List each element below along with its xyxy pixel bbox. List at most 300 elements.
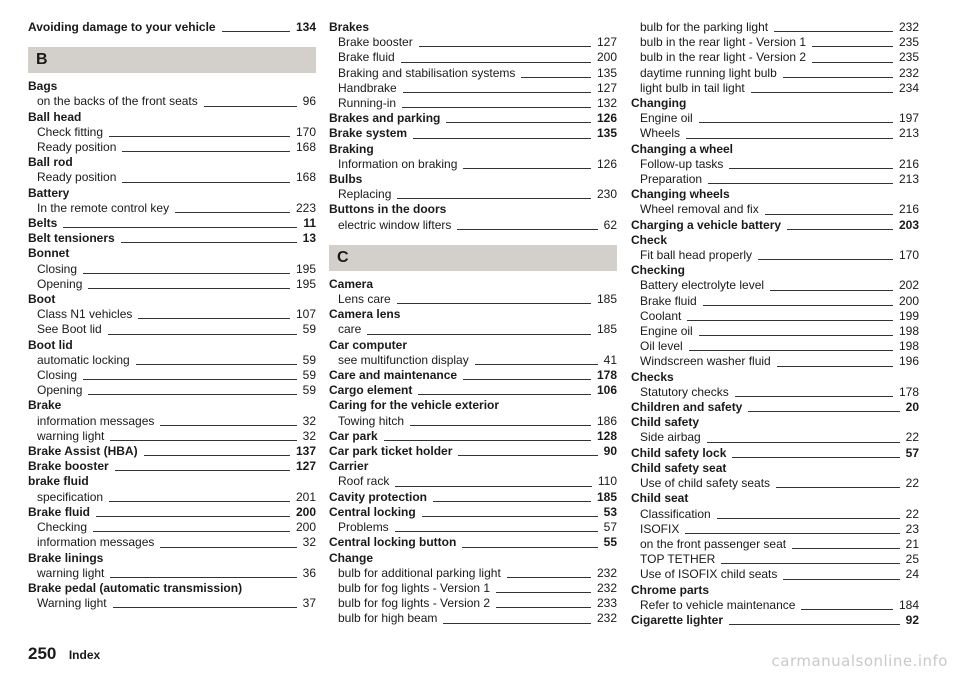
index-entry[interactable] xyxy=(329,505,617,520)
index-subentry[interactable] xyxy=(329,187,617,202)
leader-line xyxy=(160,425,296,426)
page-footer xyxy=(28,644,100,664)
leader-line xyxy=(708,183,893,184)
entry-term: bulb for fog lights - Version 1 xyxy=(338,580,491,595)
entry-term: Brake Assist (HBA) xyxy=(28,444,138,459)
entry-term: on the backs of the front seats xyxy=(37,94,198,109)
page-reference[interactable]: 201 xyxy=(295,489,316,504)
leader-line xyxy=(699,335,893,336)
page-reference[interactable]: 107 xyxy=(295,307,316,322)
index-subentry[interactable] xyxy=(329,566,617,581)
page-reference[interactable]: 127 xyxy=(295,459,316,474)
page-reference[interactable]: 198 xyxy=(898,339,919,354)
leader-line xyxy=(703,305,893,306)
page-reference[interactable]: 184 xyxy=(898,597,919,612)
index-subentry[interactable] xyxy=(28,535,316,550)
leader-line xyxy=(395,486,592,487)
entry-term: Cigarette lighter xyxy=(631,612,724,627)
entry-term: Coolant xyxy=(640,308,682,323)
index-group-heading: Buttons in the doors xyxy=(329,202,447,217)
page-reference[interactable]: 195 xyxy=(295,276,316,291)
index-group-heading: Battery xyxy=(28,185,70,200)
index-subentry[interactable] xyxy=(329,414,617,429)
index-group-heading: Car computer xyxy=(329,337,408,352)
index-subentry[interactable] xyxy=(28,368,316,383)
watermark: carmanualsonline.info xyxy=(771,652,948,670)
leader-line xyxy=(787,229,893,230)
index-subentry[interactable] xyxy=(329,35,617,50)
index-entry[interactable] xyxy=(631,218,919,233)
entry-term: Brake booster xyxy=(28,459,109,474)
page-reference[interactable]: 223 xyxy=(295,200,316,215)
index-entry[interactable] xyxy=(28,505,316,520)
page-reference[interactable]: 216 xyxy=(898,202,919,217)
page-reference[interactable]: 59 xyxy=(302,322,316,337)
entry-term: See Boot lid xyxy=(37,322,102,337)
index-subentry[interactable] xyxy=(631,278,919,293)
page-reference[interactable]: 234 xyxy=(898,80,919,95)
entry-term: Fit ball head properly xyxy=(640,248,753,263)
index-subentry[interactable] xyxy=(631,35,919,50)
index-group-heading: Chrome parts xyxy=(631,582,710,597)
entry-term: Warning light xyxy=(37,596,107,611)
page-reference[interactable]: 53 xyxy=(603,504,617,519)
index-subentry[interactable] xyxy=(28,201,316,216)
page-reference[interactable]: 128 xyxy=(596,428,617,443)
leader-line xyxy=(113,607,297,608)
leader-line xyxy=(204,106,297,107)
index-subentry[interactable] xyxy=(631,430,919,445)
index-subentry[interactable] xyxy=(631,172,919,187)
index-subentry[interactable] xyxy=(631,20,919,35)
page-reference[interactable]: 23 xyxy=(905,521,919,536)
index-entry[interactable] xyxy=(28,444,316,459)
page-reference[interactable]: 32 xyxy=(302,428,316,443)
index-group-heading: Bags xyxy=(28,79,58,94)
page-reference[interactable]: 235 xyxy=(898,35,919,50)
page-reference[interactable]: 132 xyxy=(596,96,617,111)
page-reference[interactable]: 25 xyxy=(905,552,919,567)
leader-line xyxy=(402,107,591,108)
entry-term: Use of child safety seats xyxy=(640,476,771,491)
page-reference[interactable]: 11 xyxy=(303,216,316,231)
leader-line xyxy=(108,334,297,335)
index-entry[interactable] xyxy=(28,20,316,35)
page-reference[interactable]: 198 xyxy=(898,324,919,339)
leader-line xyxy=(801,609,893,610)
index-subentry[interactable] xyxy=(631,354,919,369)
index-subentry[interactable] xyxy=(329,292,617,307)
page-reference[interactable]: 13 xyxy=(302,231,316,246)
index-subentry[interactable] xyxy=(28,429,316,444)
index-subentry[interactable] xyxy=(28,353,316,368)
leader-line xyxy=(732,457,899,458)
index-subentry[interactable] xyxy=(631,50,919,65)
entry-term: Children and safety xyxy=(631,400,743,415)
page-reference[interactable]: 233 xyxy=(596,596,617,611)
leader-line xyxy=(136,364,297,365)
leader-line xyxy=(758,259,893,260)
entry-term: information messages xyxy=(37,535,155,550)
index-column-2 xyxy=(329,20,617,627)
index-group-heading: Bonnet xyxy=(28,246,70,261)
page-reference[interactable]: 213 xyxy=(898,126,919,141)
index-subentry[interactable] xyxy=(329,50,617,65)
page-reference[interactable]: 134 xyxy=(295,20,316,34)
index-subentry[interactable] xyxy=(28,566,316,581)
leader-line xyxy=(122,182,290,183)
leader-line xyxy=(410,425,591,426)
page-reference[interactable]: 22 xyxy=(905,476,919,491)
leader-line xyxy=(812,62,893,63)
leader-line xyxy=(433,501,591,502)
entry-term: Lens care xyxy=(338,292,391,307)
index-subentry[interactable] xyxy=(631,248,919,263)
index-subentry[interactable] xyxy=(28,140,316,155)
index-subentry[interactable] xyxy=(28,94,316,109)
page-reference[interactable]: 168 xyxy=(295,170,316,185)
page-reference[interactable]: 178 xyxy=(898,384,919,399)
index-subentry[interactable] xyxy=(329,96,617,111)
index-subentry[interactable] xyxy=(329,596,617,611)
entry-term: Brakes and parking xyxy=(329,111,441,126)
page-reference[interactable]: 232 xyxy=(898,20,919,34)
leader-line xyxy=(110,440,296,441)
index-subentry[interactable] xyxy=(329,611,617,626)
leader-line xyxy=(367,334,591,335)
entry-term: Checking xyxy=(37,520,88,535)
page-reference[interactable]: 170 xyxy=(295,124,316,139)
index-entry[interactable] xyxy=(631,446,919,461)
page-reference[interactable]: 195 xyxy=(295,261,316,276)
index-entry[interactable] xyxy=(329,383,617,398)
page-reference[interactable]: 96 xyxy=(302,94,316,109)
page-reference[interactable]: 110 xyxy=(597,474,617,489)
index-subentry[interactable] xyxy=(631,598,919,613)
entry-term: electric window lifters xyxy=(338,217,452,232)
index-subentry[interactable] xyxy=(631,552,919,567)
page-reference[interactable]: 232 xyxy=(596,611,617,626)
page-reference[interactable]: 186 xyxy=(596,413,617,428)
index-subentry[interactable] xyxy=(631,476,919,491)
index-subentry[interactable] xyxy=(28,262,316,277)
page-reference[interactable]: 196 xyxy=(898,354,919,369)
entry-term: Brake fluid xyxy=(28,504,91,519)
entry-term: Brake booster xyxy=(338,35,413,50)
page-reference[interactable]: 137 xyxy=(295,444,316,459)
entry-term: Braking and stabilisation systems xyxy=(338,65,516,80)
entry-term: Car park xyxy=(329,428,378,443)
leader-line xyxy=(729,168,893,169)
entry-term: Handbrake xyxy=(338,80,397,95)
index-group-heading: Checking xyxy=(631,263,686,278)
index-subentry[interactable] xyxy=(631,537,919,552)
index-subentry[interactable] xyxy=(329,520,617,535)
page-reference[interactable]: 200 xyxy=(596,50,617,65)
entry-term: Wheels xyxy=(640,126,681,141)
index-entry[interactable] xyxy=(631,400,919,415)
index-subentry[interactable] xyxy=(28,383,316,398)
index-subentry[interactable] xyxy=(631,202,919,217)
entry-term: Roof rack xyxy=(338,474,390,489)
index-subentry[interactable] xyxy=(631,294,919,309)
page-reference[interactable]: 55 xyxy=(603,535,617,550)
leader-line xyxy=(699,122,893,123)
page-reference[interactable]: 232 xyxy=(596,565,617,580)
page-reference[interactable]: 92 xyxy=(905,612,919,627)
index-subentry[interactable] xyxy=(329,218,617,233)
page-reference[interactable]: 200 xyxy=(295,520,316,535)
index-group-heading: brake fluid xyxy=(28,474,89,489)
entry-term: information messages xyxy=(37,413,155,428)
index-subentry[interactable] xyxy=(28,596,316,611)
index-subentry[interactable] xyxy=(329,157,617,172)
index-subentry[interactable] xyxy=(631,81,919,96)
page-reference[interactable]: 213 xyxy=(898,172,919,187)
leader-line xyxy=(783,77,893,78)
page-reference[interactable]: 232 xyxy=(898,65,919,80)
index-group-heading: Brakes xyxy=(329,20,370,34)
index-subentry[interactable] xyxy=(28,322,316,337)
leader-line xyxy=(687,320,893,321)
index-subentry[interactable] xyxy=(631,309,919,324)
entry-term: see multifunction display xyxy=(338,352,469,367)
index-subentry[interactable] xyxy=(28,490,316,505)
page-reference[interactable]: 62 xyxy=(603,217,617,232)
page-reference[interactable]: 185 xyxy=(596,322,617,337)
index-subentry[interactable] xyxy=(631,324,919,339)
entry-term: Refer to vehicle maintenance xyxy=(640,597,796,612)
index-subentry[interactable] xyxy=(631,385,919,400)
entry-term: TOP TETHER xyxy=(640,552,716,567)
index-group-heading: Brake xyxy=(28,398,62,413)
page-reference[interactable]: 20 xyxy=(905,400,919,415)
page-reference[interactable]: 235 xyxy=(898,50,919,65)
entry-term: Opening xyxy=(37,383,83,398)
index-group-heading: Carrier xyxy=(329,459,369,474)
page-reference[interactable]: 170 xyxy=(898,248,919,263)
page-reference[interactable]: 22 xyxy=(905,430,919,445)
leader-line xyxy=(458,455,597,456)
entry-term: Closing xyxy=(37,261,78,276)
index-subentry[interactable] xyxy=(329,66,617,81)
entry-term: Preparation xyxy=(640,172,703,187)
page-reference[interactable]: 24 xyxy=(905,567,919,582)
page-reference[interactable]: 59 xyxy=(302,368,316,383)
index-letter-heading: C xyxy=(329,245,617,271)
leader-line xyxy=(717,518,900,519)
index-entry[interactable] xyxy=(329,429,617,444)
index-subentry[interactable] xyxy=(329,353,617,368)
leader-line xyxy=(735,396,893,397)
page-reference[interactable]: 106 xyxy=(596,383,617,398)
index-subentry[interactable] xyxy=(631,66,919,81)
index-subentry[interactable] xyxy=(631,339,919,354)
entry-term: automatic locking xyxy=(37,352,130,367)
leader-line xyxy=(384,440,591,441)
entry-term: Cargo element xyxy=(329,383,413,398)
leader-line xyxy=(109,136,290,137)
entry-term: Brake system xyxy=(329,126,408,141)
leader-line xyxy=(748,411,899,412)
leader-line xyxy=(121,242,297,243)
leader-line xyxy=(689,350,893,351)
leader-line xyxy=(395,531,598,532)
page-reference[interactable]: 199 xyxy=(898,308,919,323)
page-reference[interactable]: 202 xyxy=(898,278,919,293)
entry-term: Running-in xyxy=(338,96,397,111)
entry-term: Brake fluid xyxy=(640,293,697,308)
index-group-heading: Ball head xyxy=(28,109,82,124)
page-reference[interactable]: 21 xyxy=(905,536,919,551)
entry-term: Charging a vehicle battery xyxy=(631,217,782,232)
index-entry[interactable] xyxy=(329,111,617,126)
entry-term: light bulb in tail light xyxy=(640,80,745,95)
index-subentry[interactable] xyxy=(631,567,919,582)
page-reference[interactable]: 185 xyxy=(596,489,617,504)
index-group-heading: Caring for the vehicle exterior xyxy=(329,398,500,413)
entry-term: warning light xyxy=(37,428,105,443)
page-reference[interactable]: 200 xyxy=(295,504,316,519)
leader-line xyxy=(115,470,290,471)
page-reference[interactable]: 57 xyxy=(905,445,919,460)
index-subentry[interactable] xyxy=(631,522,919,537)
leader-line xyxy=(88,394,296,395)
page-reference[interactable]: 59 xyxy=(302,352,316,367)
leader-line xyxy=(446,122,591,123)
leader-line xyxy=(812,46,893,47)
index-subentry[interactable] xyxy=(631,111,919,126)
page-reference[interactable]: 37 xyxy=(302,596,316,611)
entry-term: ISOFIX xyxy=(640,521,680,536)
leader-line xyxy=(138,318,290,319)
index-entry[interactable] xyxy=(28,459,316,474)
page-reference[interactable]: 232 xyxy=(596,580,617,595)
index-entry[interactable] xyxy=(631,613,919,628)
leader-line xyxy=(496,607,591,608)
page-reference[interactable]: 135 xyxy=(596,65,617,80)
index-entry[interactable] xyxy=(28,231,316,246)
index-subentry[interactable] xyxy=(631,126,919,141)
entry-term: Closing xyxy=(37,368,78,383)
entry-term: bulb for high beam xyxy=(338,611,438,626)
index-subentry[interactable] xyxy=(28,125,316,140)
entry-term: Class N1 vehicles xyxy=(37,307,133,322)
entry-term: Statutory checks xyxy=(640,384,729,399)
page-reference[interactable]: 59 xyxy=(302,383,316,398)
entry-term: daytime running light bulb xyxy=(640,65,777,80)
index-group-heading: Boot lid xyxy=(28,337,73,352)
leader-line xyxy=(707,442,900,443)
page-reference[interactable]: 36 xyxy=(302,565,316,580)
leader-line xyxy=(685,533,899,534)
page-number: 250 xyxy=(28,644,57,663)
leader-line xyxy=(63,227,297,228)
index-group-heading: Child safety seat xyxy=(631,460,727,475)
index-entry[interactable] xyxy=(329,368,617,383)
page-reference[interactable]: 32 xyxy=(302,413,316,428)
index-group-heading: Ball rod xyxy=(28,155,73,170)
page-reference[interactable]: 127 xyxy=(596,35,617,50)
index-entry[interactable] xyxy=(329,126,617,141)
entry-term: Brake fluid xyxy=(338,50,395,65)
entry-term: Ready position xyxy=(37,140,117,155)
page-reference[interactable]: 135 xyxy=(596,126,617,141)
index-group-heading: Change xyxy=(329,550,374,565)
entry-term: Central locking button xyxy=(329,535,457,550)
index-group-heading: Brake pedal (automatic transmission) xyxy=(28,580,243,595)
index-subentry[interactable] xyxy=(28,307,316,322)
leader-line xyxy=(401,62,591,63)
leader-line xyxy=(783,579,899,580)
entry-term: Problems xyxy=(338,520,389,535)
page-reference[interactable]: 168 xyxy=(295,140,316,155)
index-subentry[interactable] xyxy=(329,322,617,337)
index-subentry[interactable] xyxy=(329,474,617,489)
page-reference[interactable]: 32 xyxy=(302,535,316,550)
index-subentry[interactable] xyxy=(631,157,919,172)
index-group-heading: Check xyxy=(631,232,668,247)
entry-term: bulb for fog lights - Version 2 xyxy=(338,596,491,611)
index-subentry[interactable] xyxy=(28,277,316,292)
entry-term: Belt tensioners xyxy=(28,231,115,246)
leader-line xyxy=(475,364,598,365)
index-entry[interactable] xyxy=(329,535,617,550)
index-entry[interactable] xyxy=(329,490,617,505)
index-entry[interactable] xyxy=(28,216,316,231)
leader-line xyxy=(792,548,900,549)
page-reference[interactable]: 41 xyxy=(603,352,617,367)
page-reference[interactable]: 185 xyxy=(596,292,617,307)
leader-line xyxy=(144,455,290,456)
page-reference[interactable]: 127 xyxy=(596,80,617,95)
page-reference[interactable]: 22 xyxy=(905,506,919,521)
index-subentry[interactable] xyxy=(631,507,919,522)
index-subentry[interactable] xyxy=(28,170,316,185)
index-entry[interactable] xyxy=(329,444,617,459)
entry-term: Classification xyxy=(640,506,711,521)
page-reference[interactable]: 230 xyxy=(596,187,617,202)
entry-term: bulb in the rear light - Version 2 xyxy=(640,50,807,65)
index-group-heading: Brake linings xyxy=(28,550,104,565)
entry-term: Windscreen washer fluid xyxy=(640,354,771,369)
index-group-heading: Braking xyxy=(329,141,374,156)
index-group-heading: Changing xyxy=(631,96,687,111)
leader-line xyxy=(776,487,900,488)
page-reference[interactable]: 200 xyxy=(898,293,919,308)
entry-term: Battery electrolyte level xyxy=(640,278,765,293)
page-reference[interactable]: 126 xyxy=(596,156,617,171)
leader-line xyxy=(93,531,290,532)
page-reference[interactable]: 90 xyxy=(603,444,617,459)
index-subentry[interactable] xyxy=(329,81,617,96)
entry-term: Cavity protection xyxy=(329,489,428,504)
leader-line xyxy=(83,379,297,380)
page-reference[interactable]: 126 xyxy=(596,111,617,126)
leader-line xyxy=(413,138,591,139)
entry-term: Engine oil xyxy=(640,111,693,126)
page-reference[interactable]: 216 xyxy=(898,156,919,171)
page-reference[interactable]: 203 xyxy=(898,217,919,232)
page-reference[interactable]: 178 xyxy=(596,368,617,383)
index-subentry[interactable] xyxy=(28,520,316,535)
page-reference[interactable]: 57 xyxy=(603,520,617,535)
page-reference[interactable]: 197 xyxy=(898,111,919,126)
index-subentry[interactable] xyxy=(329,581,617,596)
entry-term: Side airbag xyxy=(640,430,701,445)
index-subentry[interactable] xyxy=(28,414,316,429)
leader-line xyxy=(457,229,597,230)
